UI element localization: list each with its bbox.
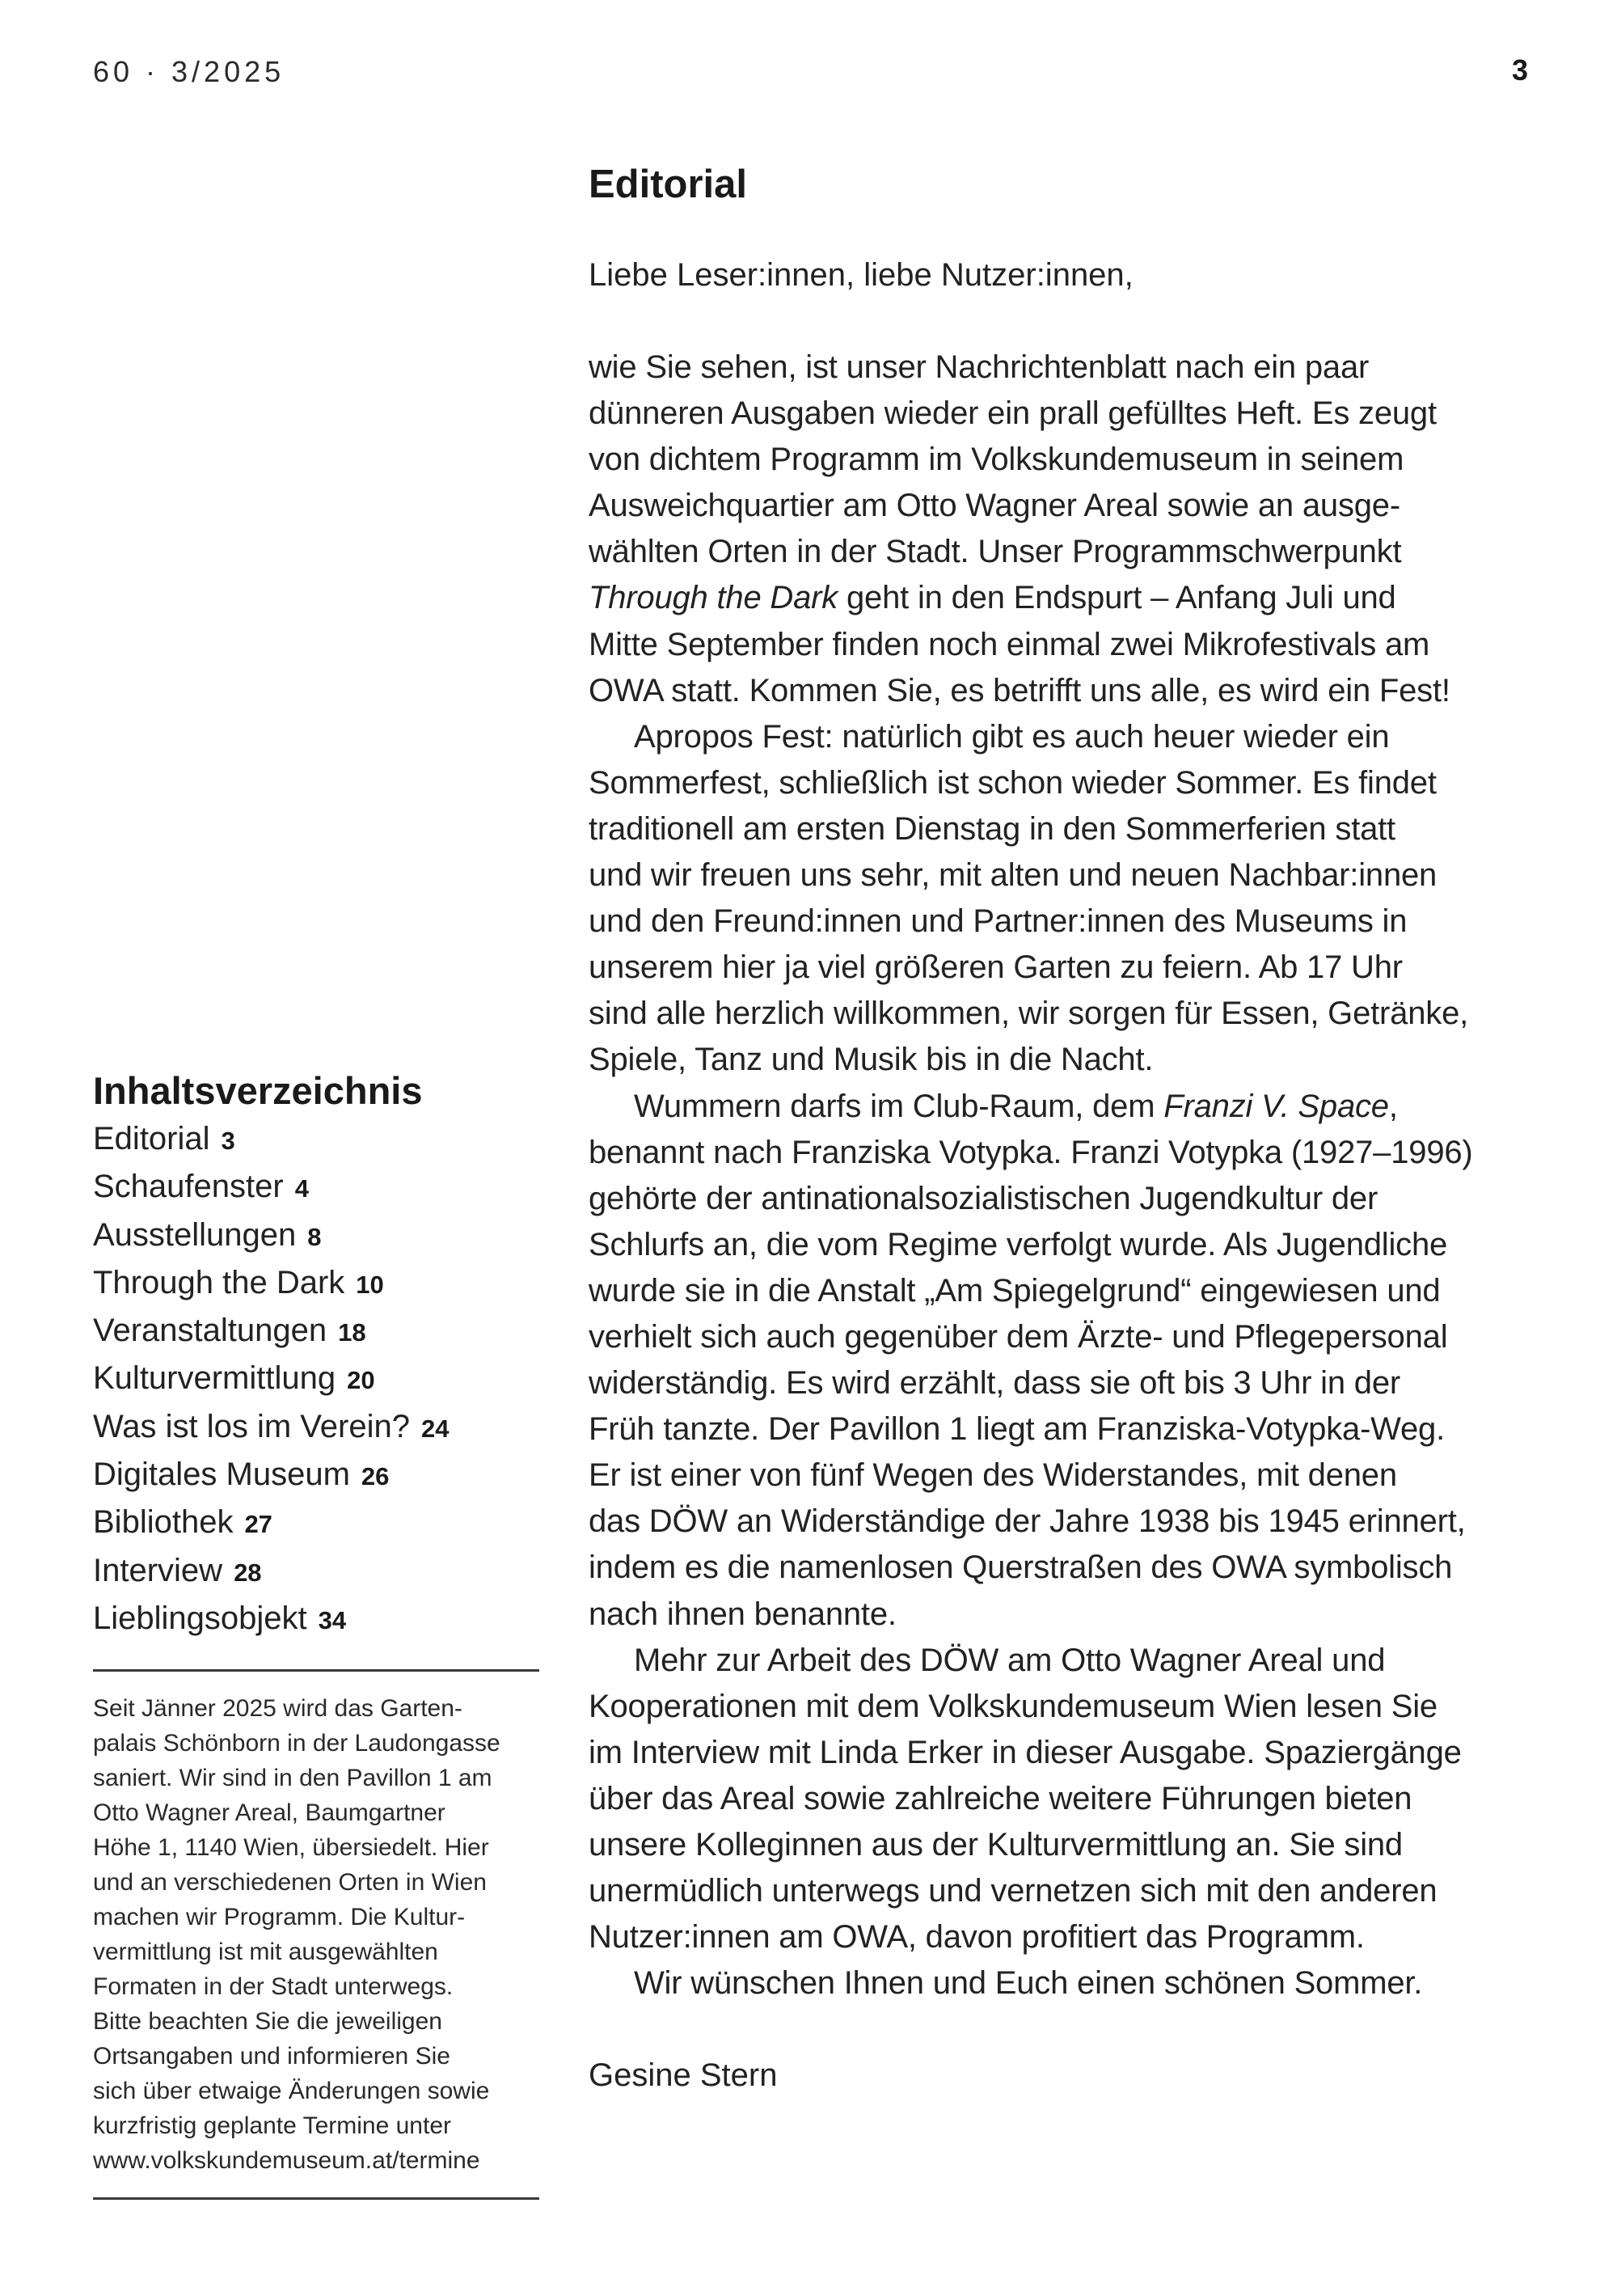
- note-line: Ortsangaben und informieren Sie: [93, 2043, 450, 2070]
- text-line: Kooperationen mit dem Volkskundemuseum Wien lesen Sie: [589, 1688, 1438, 1724]
- toc-item-editorial[interactable]: [93, 1116, 546, 1164]
- toc-item-through-the-dark[interactable]: [93, 1260, 546, 1308]
- text-line: widerständig. Es wird erzählt, dass sie oft bis 3 Uhr in der: [589, 1365, 1400, 1402]
- text-line: Nutzer:innen am OWA, davon profitiert das Programm.: [589, 1919, 1365, 1956]
- issue-label: 60 · 3/2025: [93, 55, 285, 88]
- text-fragment: Wummern darfs im Club-Raum, dem: [634, 1088, 1164, 1124]
- text-line: Früh tanzte. Der Pavillon 1 liegt am Franziska-Votypka-Weg.: [589, 1411, 1446, 1448]
- toc-page-number: 20: [347, 1366, 375, 1395]
- toc-label: Through the Dark: [93, 1264, 345, 1300]
- toc-page-number: 18: [338, 1318, 366, 1347]
- toc-page-number: 27: [244, 1510, 272, 1539]
- text-line: Sommerfest, schließlich ist schon wieder Sommer. Es findet: [589, 764, 1437, 801]
- toc-item-interview[interactable]: [93, 1548, 546, 1596]
- note-line: Otto Wagner Areal, Baumgartner: [93, 1799, 445, 1826]
- toc-label: Bibliothek: [93, 1504, 234, 1541]
- text-line: verhielt sich auch gegenüber dem Ärzte- und Pflegepersonal: [589, 1318, 1448, 1355]
- text-line: Spiele, Tanz und Musik bis in die Nacht.: [589, 1042, 1154, 1078]
- text-line: gehörte der antinationalsozialistischen Jugendkultur der: [589, 1180, 1378, 1216]
- text-line: Apropos Fest: natürlich gibt es auch heuer wieder ein: [634, 718, 1390, 755]
- toc-label: Interview: [93, 1552, 223, 1588]
- text-line: Mitte September finden noch einmal zwei Mikrofestivals am: [589, 626, 1430, 662]
- text-line: wie Sie sehen, ist unser Nachrichtenblatt nach ein paar: [589, 349, 1370, 385]
- paragraph-2: [589, 714, 1543, 1084]
- text-line: Er ist einer von fünf Wegen des Widerstandes, mit denen: [589, 1457, 1397, 1494]
- page-number: 3: [1511, 53, 1528, 87]
- toc-label: Kulturvermittlung: [93, 1360, 336, 1397]
- text-line: unermüdlich unterwegs und vernetzen sich mit den anderen: [589, 1873, 1438, 1909]
- paragraph-1: [589, 345, 1543, 714]
- text-line: Ausweichquartier am Otto Wagner Areal sowie an ausge-: [589, 488, 1400, 524]
- text-line: nach ihnen benannte.: [589, 1596, 897, 1632]
- note-line: Formaten in der Stadt unterwegs.: [93, 1973, 454, 2000]
- divider-bottom: [93, 2197, 539, 2200]
- text-line: dünneren Ausgaben wieder ein prall gefülltes Heft. Es zeugt: [589, 395, 1437, 432]
- toc-label: Editorial: [93, 1121, 210, 1156]
- editorial-column: [589, 159, 1543, 2099]
- toc-item-veranstaltungen[interactable]: [93, 1308, 546, 1355]
- italic-space-name: Franzi V. Space: [1163, 1088, 1389, 1124]
- text-line: das DÖW an Widerständige der Jahre 1938 bis 1945 erinnert,: [589, 1503, 1466, 1540]
- text-line: über das Areal sowie zahlreiche weitere Führungen bieten: [589, 1780, 1412, 1816]
- text-line: von dichtem Programm im Volkskundemuseum in seinem: [589, 442, 1404, 478]
- toc-item-schaufenster[interactable]: [93, 1164, 546, 1211]
- note-line: sich über etwaige Änderungen sowie: [93, 2078, 490, 2104]
- note-line: machen wir Programm. Die Kultur-: [93, 1904, 466, 1930]
- toc-item-bibliothek[interactable]: [93, 1499, 546, 1547]
- toc-item-verein[interactable]: [93, 1404, 546, 1452]
- table-of-contents: [93, 1066, 546, 1643]
- toc-label: Veranstaltungen: [93, 1313, 327, 1349]
- toc-item-kulturvermittlung[interactable]: [93, 1355, 546, 1403]
- text-line: sind alle herzlich willkommen, wir sorgen für Essen, Getränke,: [589, 996, 1469, 1032]
- note-line: kurzfristig geplante Termine unter: [93, 2112, 451, 2139]
- text-line: Mehr zur Arbeit des DÖW am Otto Wagner Areal und: [634, 1642, 1386, 1678]
- text-line: traditionell am ersten Dienstag in den Sommerferien statt: [589, 810, 1395, 847]
- note-line: vermittlung ist mit ausgewählten: [93, 1939, 438, 1965]
- text-line: OWA statt. Kommen Sie, es betrifft uns alle, es wird ein Fest!: [589, 672, 1450, 708]
- note-line: palais Schönborn in der Laudongasse: [93, 1730, 500, 1757]
- text-fragment: geht in den Endspurt – Anfang Juli und: [838, 580, 1396, 616]
- text-line: indem es die namenlosen Querstraßen des OWA symbolisch: [589, 1550, 1453, 1586]
- toc-page-number: 3: [221, 1127, 235, 1155]
- note-line: saniert. Wir sind in den Pavillon 1 am: [93, 1765, 492, 1791]
- toc-item-ausstellungen[interactable]: [93, 1212, 546, 1260]
- toc-page-number: 4: [294, 1174, 309, 1203]
- editorial-greeting: Liebe Leser:innen, liebe Nutzer:innen,: [589, 257, 1134, 293]
- text-fragment: ,: [1388, 1088, 1398, 1124]
- paragraph-4: [589, 1638, 1543, 1961]
- toc-page-number: 28: [234, 1558, 262, 1587]
- editorial-title: Editorial: [589, 163, 748, 206]
- note-link-termine[interactable]: www.volkskundemuseum.at/termine: [93, 2147, 480, 2174]
- text-line: wurde sie in die Anstalt „Am Spiegelgrund“ eingewiesen und: [589, 1272, 1441, 1309]
- toc-page-number: 34: [318, 1605, 347, 1634]
- note-line: Seit Jänner 2025 wird das Garten-: [93, 1695, 462, 1722]
- note-line: und an verschiedenen Orten in Wien: [93, 1869, 487, 1896]
- note-text: [93, 1691, 539, 2178]
- editorial-body: [589, 345, 1543, 2006]
- toc-page-number: 10: [356, 1270, 384, 1299]
- text-line: Schlurfs an, die vom Regime verfolgt wurde. Als Jugendliche: [589, 1226, 1448, 1262]
- text-line: [589, 1084, 1543, 1130]
- paragraph-3: [589, 1084, 1543, 1638]
- italic-title: Through the Dark: [589, 580, 838, 616]
- toc-item-digitales-museum[interactable]: [93, 1452, 546, 1499]
- toc-title: Inhaltsverzeichnis: [93, 1069, 423, 1112]
- divider-top: [93, 1669, 539, 1672]
- text-line: [589, 575, 1543, 621]
- relocation-note: [93, 1669, 539, 2200]
- text-line: wählten Orten in der Stadt. Unser Programmschwerpunkt: [589, 534, 1402, 570]
- toc-list: [93, 1116, 546, 1643]
- text-line: im Interview mit Linda Erker in dieser Ausgabe. Spaziergänge: [589, 1734, 1462, 1770]
- toc-item-lieblingsobjekt[interactable]: [93, 1596, 546, 1643]
- text-line: unsere Kolleginnen aus der Kulturvermittlung an. Sie sind: [589, 1827, 1403, 1863]
- text-line: und wir freuen uns sehr, mit alten und neuen Nachbar:innen: [589, 857, 1438, 894]
- signature: Gesine Stern: [589, 2057, 778, 2094]
- text-line: Wir wünschen Ihnen und Euch einen schönen Sommer.: [634, 1965, 1423, 2002]
- toc-label: Digitales Museum: [93, 1457, 350, 1493]
- paragraph-5: [589, 1960, 1543, 2006]
- text-line: benannt nach Franziska Votypka. Franzi Votypka (1927–1996): [589, 1134, 1473, 1170]
- toc-page-number: 8: [307, 1222, 322, 1251]
- toc-label: Schaufenster: [93, 1169, 284, 1205]
- toc-page-number: 24: [420, 1414, 450, 1443]
- text-line: unserem hier ja viel größeren Garten zu feiern. Ab 17 Uhr: [589, 949, 1403, 986]
- note-line: Höhe 1, 1140 Wien, übersiedelt. Hier: [93, 1834, 489, 1861]
- toc-page-number: 26: [361, 1462, 390, 1491]
- toc-label: Ausstellungen: [93, 1216, 297, 1253]
- note-line: Bitte beachten Sie die jeweiligen: [93, 2008, 442, 2035]
- text-line: und den Freund:innen und Partner:innen des Museums in: [589, 903, 1408, 940]
- toc-label: Was ist los im Verein?: [93, 1408, 410, 1444]
- toc-label: Lieblingsobjekt: [93, 1600, 307, 1636]
